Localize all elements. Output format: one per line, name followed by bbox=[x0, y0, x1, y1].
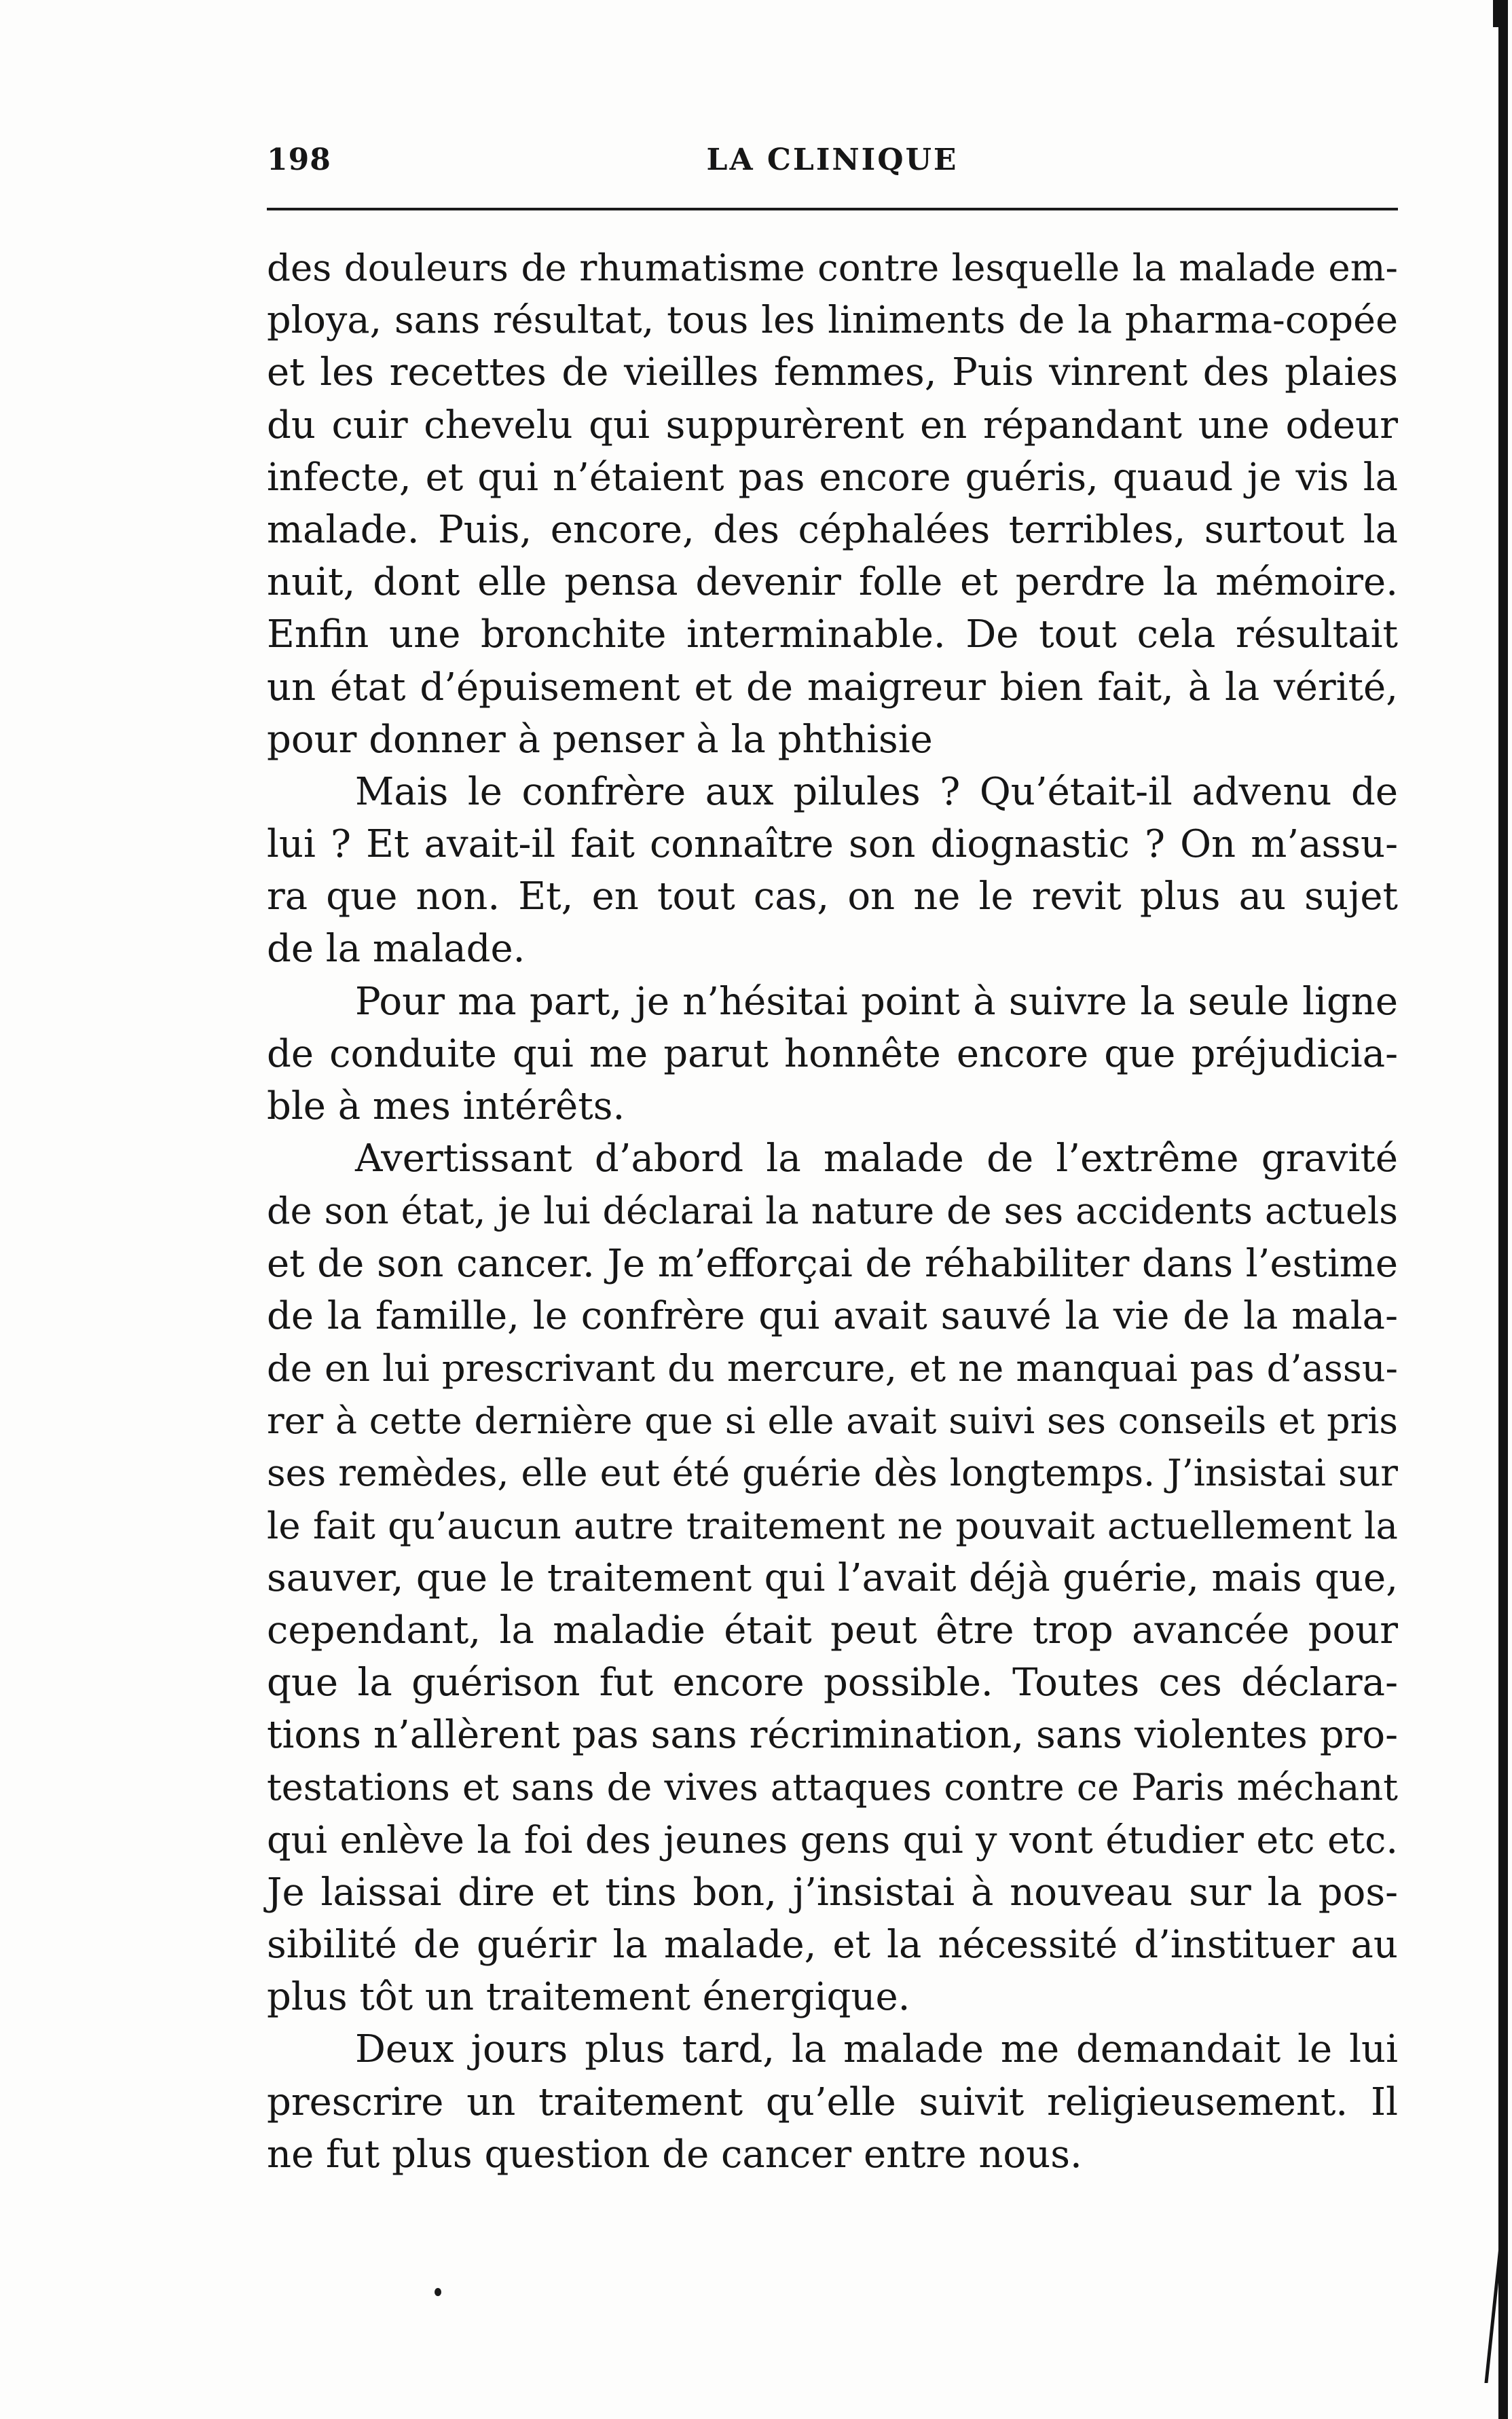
text-line: Je laissai dire et tins bon, j’insistai à nouveau sur la pos- bbox=[267, 1870, 1398, 1915]
text-line: ra que non. Et, en tout cas, on ne le revit plus au sujet bbox=[267, 874, 1398, 919]
page-number: 198 bbox=[267, 143, 331, 177]
text-line: du cuir chevelu qui suppurèrent en répandant une odeur bbox=[267, 403, 1398, 447]
body-text bbox=[267, 242, 1398, 2181]
running-title: LA CLINIQUE bbox=[706, 143, 959, 177]
text-line: tions n’allèrent pas sans récrimination, sans violentes pro- bbox=[267, 1713, 1398, 1758]
page-edge-shadow bbox=[1498, 0, 1508, 2419]
text-line: ploya, sans résultat, tous les liniments de la pharma-copée bbox=[267, 298, 1398, 343]
text-line: et les recettes de vieilles femmes, Puis vinrent des plaies bbox=[267, 350, 1398, 395]
text-line: Avertissant d’abord la malade de l’extrême gravité bbox=[355, 1137, 1398, 1181]
text-line: sauver, que le traitement qui l’avait déjà guérie, mais que, bbox=[267, 1555, 1398, 1600]
ink-speck bbox=[435, 2288, 441, 2296]
text-line: de la famille, le confrère qui avait sauvé la vie de la mala- bbox=[267, 1293, 1398, 1338]
text-line: prescrire un traitement qu’elle suivit religieusement. Il bbox=[267, 2080, 1398, 2124]
text-line: de conduite qui me parut honnête encore que préjudicia- bbox=[267, 1031, 1398, 1076]
text-line: testations et sans de vives attaques contre ce Paris méchant bbox=[267, 1766, 1398, 1809]
text-line: un état d’épuisement et de maigreur bien fait, à la vérité, bbox=[267, 665, 1398, 709]
text-line: nuit, dont elle pensa devenir folle et perdre la mémoire. bbox=[267, 560, 1398, 605]
text-line: lui ? Et avait-il fait connaître son diognastic ? On m’assu- bbox=[267, 822, 1398, 867]
text-line: de son état, je lui déclarai la nature de ses accidents actuels bbox=[267, 1189, 1398, 1233]
text-line: Pour ma part, je n’hésitai point à suivre la seule ligne bbox=[355, 979, 1398, 1024]
text-line: et de son cancer. Je m’efforçai de réhabiliter dans l’estime bbox=[267, 1241, 1398, 1286]
text-line: des douleurs de rhumatisme contre lesquelle la malade em- bbox=[267, 246, 1398, 289]
header-rule bbox=[267, 208, 1398, 210]
text-line: Deux jours plus tard, la malade me demandait le lui bbox=[355, 2027, 1398, 2072]
text-line: Mais le confrère aux pilules ? Qu’était-il advenu de bbox=[355, 769, 1398, 814]
text-line: ble à mes intérêts. bbox=[267, 1084, 625, 1128]
text-line: cependant, la maladie était peut être trop avancée pour bbox=[267, 1608, 1398, 1652]
text-line: infecte, et qui n’étaient pas encore guéris, quaud je vis la bbox=[267, 455, 1398, 500]
text-line: malade. Puis, encore, des céphalées terribles, surtout la bbox=[267, 507, 1398, 552]
text-line: Enfin une bronchite interminable. De tout cela résultait bbox=[267, 612, 1398, 657]
text-line: plus tôt un traitement énergique. bbox=[267, 1975, 910, 2020]
text-line: de la malade. bbox=[267, 927, 525, 972]
text-line: qui enlève la foi des jeunes gens qui y vont étudier etc etc. bbox=[267, 1817, 1398, 1862]
text-line: sibilité de guérir la malade, et la nécessité d’instituer au bbox=[267, 1923, 1398, 1967]
text-line: ses remèdes, elle eut été guérie dès longtemps. J’insistai sur bbox=[267, 1452, 1398, 1495]
text-line: pour donner à penser à la phthisie bbox=[267, 717, 933, 762]
page-header bbox=[267, 143, 1398, 190]
text-line: de en lui prescrivant du mercure, et ne manquai pas d’assu- bbox=[267, 1346, 1398, 1390]
text-line: ne fut plus question de cancer entre nous. bbox=[267, 2132, 1082, 2177]
text-line: que la guérison fut encore possible. Toutes ces déclara- bbox=[267, 1661, 1398, 1705]
text-line: le fait qu’aucun autre traitement ne pouvait actuellement la bbox=[267, 1503, 1398, 1547]
text-line: rer à cette dernière que si elle avait suivi ses conseils et pris bbox=[267, 1399, 1398, 1443]
